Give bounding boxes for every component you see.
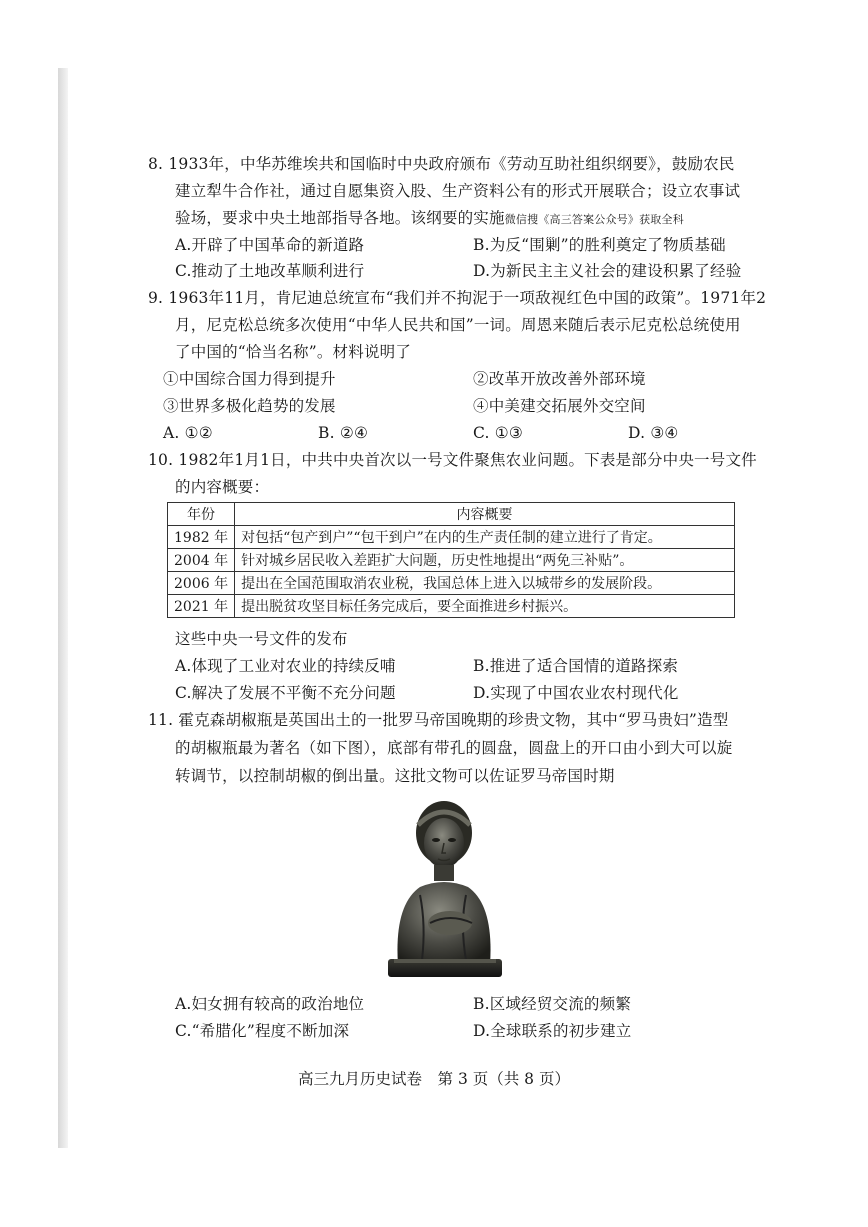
q8-stem-line-3-text: 验场，要求中央土地部指导各地。该纲要的实施 <box>175 209 505 227</box>
q10-summary-table <box>167 502 735 618</box>
q9-item-2: ②改革开放改善外部环境 <box>473 370 646 388</box>
q9-stem-line-2: 月，尼克松总统多次使用“中华人民共和国”一词。周恩来随后表示尼克松总统使用 <box>175 316 741 334</box>
q9-item-3: ③世界多极化趋势的发展 <box>163 397 336 415</box>
table-cell-content: 对包括“包产到户”“包干到户”在内的生产责任制的建立进行了肯定。 <box>235 526 735 549</box>
q10-after-table: 这些中央一号文件的发布 <box>175 630 348 648</box>
q9-item-1: ①中国综合国力得到提升 <box>163 370 336 388</box>
q8-watermark: 微信搜《高三答案公众号》获取全科 <box>504 213 684 226</box>
pepper-pot-bust-image <box>380 795 510 980</box>
q8-stem-line-2: 建立犁牛合作社，通过自愿集资入股、生产资料公有的形式开展联合；设立农事试 <box>175 182 741 200</box>
table-cell-content: 提出脱贫攻坚目标任务完成后，要全面推进乡村振兴。 <box>235 595 735 618</box>
q8-stem-line-3 <box>175 207 684 231</box>
table-header-content: 内容概要 <box>235 503 735 526</box>
page-footer: 高三九月历史试卷 第 3 页（共 8 页） <box>298 1070 570 1088</box>
table-cell-content: 提出在全国范围取消农业税，我国总体上进入以城带乡的发展阶段。 <box>235 572 735 595</box>
q9-option-c: C. ①③ <box>473 424 523 442</box>
q9-item-4: ④中美建交拓展外交空间 <box>473 397 646 415</box>
q9-stem-line-3: 了中国的“恰当名称”。材料说明了 <box>175 343 412 361</box>
q8-option-a: A.开辟了中国革命的新道路 <box>175 236 365 254</box>
table-row <box>168 526 735 549</box>
q9-stem-line-1: 9. 1963年11月，肯尼迪总统宣布“我们并不拘泥于一项敌视红色中国的政策”。1971年2 <box>148 289 767 307</box>
table-row <box>168 595 735 618</box>
q11-option-c: C.“希腊化”程度不断加深 <box>175 1022 350 1040</box>
q11-option-d: D.全球联系的初步建立 <box>473 1022 632 1040</box>
q9-option-a: A. ①② <box>163 424 213 442</box>
table-cell-content: 针对城乡居民收入差距扩大问题，历史性地提出“两免三补贴”。 <box>235 549 735 572</box>
q10-option-c: C.解决了发展不平衡不充分问题 <box>175 684 396 702</box>
q11-stem-line-1: 11. 霍克森胡椒瓶是英国出土的一批罗马帝国晚期的珍贵文物，其中“罗马贵妇”造型 <box>148 711 729 729</box>
q10-option-a: A.体现了工业对农业的持续反哺 <box>175 657 396 675</box>
q8-stem-line-1: 8. 1933年，中华苏维埃共和国临时中央政府颁布《劳动互助社组织纲要》，鼓励农民 <box>148 155 735 173</box>
q8-option-d: D.为新民主主义社会的建设积累了经验 <box>473 262 742 280</box>
table-header-row <box>168 503 735 526</box>
q11-stem-line-3: 转调节，以控制胡椒的倒出量。这批文物可以佐证罗马帝国时期 <box>175 767 615 785</box>
q8-option-b: B.为反“围剿”的胜利奠定了物质基础 <box>473 236 726 254</box>
table-cell-year: 2006 年 <box>168 572 235 595</box>
table-cell-year: 2021 年 <box>168 595 235 618</box>
q10-stem-line-2: 的内容概要： <box>175 478 270 496</box>
q8-option-c: C.推动了土地改革顺利进行 <box>175 262 365 280</box>
table-row <box>168 572 735 595</box>
table-cell-year: 2004 年 <box>168 549 235 572</box>
q10-option-d: D.实现了中国农业农村现代化 <box>473 684 679 702</box>
q9-option-d: D. ③④ <box>628 424 679 442</box>
q11-stem-line-2: 的胡椒瓶最为著名（如下图），底部有带孔的圆盘，圆盘上的开口由小到大可以旋 <box>175 739 733 757</box>
q11-option-a: A.妇女拥有较高的政治地位 <box>175 995 365 1013</box>
table-cell-year: 1982 年 <box>168 526 235 549</box>
q9-option-b: B. ②④ <box>318 424 369 442</box>
q10-stem-line-1: 10. 1982年1月1日，中共中央首次以一号文件聚焦农业问题。下表是部分中央一号文件 <box>148 451 757 469</box>
q11-option-b: B.区域经贸交流的频繁 <box>473 995 632 1013</box>
q10-option-b: B.推进了适合国情的道路探索 <box>473 657 679 675</box>
table-header-year: 年份 <box>168 503 235 526</box>
table-row <box>168 549 735 572</box>
